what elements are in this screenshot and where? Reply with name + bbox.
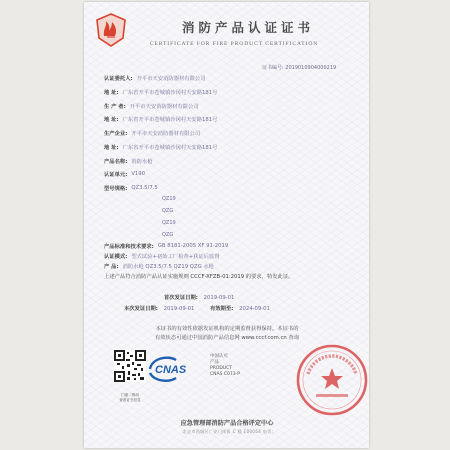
standard-value: GB 8181-2005 XF 91-2019 [157,243,229,249]
certificate-number-label: 证书编号: [262,65,284,71]
model-item: QZ3.5/7.5 [131,185,158,191]
field-row [104,115,217,123]
standard-row [104,242,228,250]
model-item: QZ19 [162,220,176,226]
field-row [104,102,199,110]
field-label: 地 址: [104,145,119,151]
field-value: 广东省开平市苍城镇沙冈村天安路181号 [122,145,218,151]
qr-caption [106,393,154,402]
certificate-sheet [84,2,369,448]
field-row [104,157,153,165]
qr-code-icon [114,350,146,392]
mode-value: 型式试验+初始工厂检查+获证后监督 [131,254,220,260]
certificate-subtitle: CERTIFICATE FOR FIRE PRODUCT CERTIFICATION [149,41,319,47]
field-label: 认证单元: [104,172,128,178]
field-value: 广东省开平市苍城镇沙冈村天安路181号 [122,90,218,96]
field-row [104,143,217,151]
certificate-number-value: 2019010904000219 [285,65,337,71]
field-value: 广东省开平市苍城镇沙冈村天安路181号 [122,117,218,123]
field-row [104,129,200,137]
field-row [104,88,217,96]
field-row [104,170,145,178]
validity-row [124,304,270,312]
cnas-logo-text: CNAS [155,364,187,376]
field-label: 地 址: [104,117,119,123]
issue-value: 2019-09-01 [163,306,195,312]
cnas-logo-icon [146,354,202,384]
certificate-title: 消防产品认证证书 [181,20,314,35]
issuing-authority: 应急管理部消防产品合格评定中心 [180,420,274,427]
field-row [104,74,205,82]
certificate-number [262,64,358,71]
note-line: 本证书的有效性依据发证机构的定期监督获得保持。本证书的 [155,326,299,332]
model-item: QZG [162,232,174,238]
field-label: 生产企业: [104,131,128,137]
validity-note [98,325,356,343]
first-issue-value: 2019-09-01 [203,295,235,301]
field-label: 地 址: [104,90,119,96]
scope-label: 产 品: [104,264,119,270]
cnas-code: CNAS C073-P [210,372,240,377]
field-label: 生 产 者: [104,104,126,110]
field-label: 认证委托人: [104,76,133,82]
cnas-en-line: PRODUCT [210,366,233,371]
note-line: 有效状态可通过中国消防产品信息网 www.cccf.com.cn 查询 [154,335,300,341]
qr-caption-line: 查看证书信息 [119,397,141,402]
issue-label: 本次发证日期: [124,306,158,312]
conformity-statement: 上述产品符合消防产品认证实施规则 CCCF-XFZB-01:2019 的要求，特发此证。 [104,274,294,280]
field-value: 开平市天安消防器材有限公司 [136,76,206,82]
mode-label: 认证模式: [104,254,128,260]
cnas-accreditation-text [210,354,262,378]
field-value: 开平市天安消防器材有限公司 [131,131,201,137]
footer-address: 北京市西城区广安门南街 C 楼 100054 电话: [182,429,274,434]
field-label: 产品名称: [104,159,128,165]
field-value: V190 [131,171,146,177]
cnas-product-line: 产品 [210,360,219,365]
scope-value: 消防水枪 QZ3.5/7.5 QZ19 QZG 水枪 [122,264,214,270]
models-label: 型号规格: [104,186,128,192]
qr-caption-line: 扫描二维码 [121,393,139,397]
model-item: QZ19 [162,196,176,202]
expiry-label: 有效期至: [210,306,234,312]
scope-row [104,262,214,270]
mode-row [104,252,220,260]
field-value: 开平市天安消防器材有限公司 [129,104,199,110]
first-issue-row [164,293,234,301]
official-seal-icon [294,342,369,418]
model-item: QZG [162,208,174,214]
field-value: 消防水枪 [131,159,153,165]
cnas-cn-line: 中国认可 [210,354,228,359]
expiry-value: 2024-09-01 [239,306,270,312]
conformity-row [104,272,362,280]
models-row [104,184,158,192]
standard-label: 产品标准和技术要求: [104,244,154,250]
first-issue-label: 首次发证日期: [164,295,198,301]
